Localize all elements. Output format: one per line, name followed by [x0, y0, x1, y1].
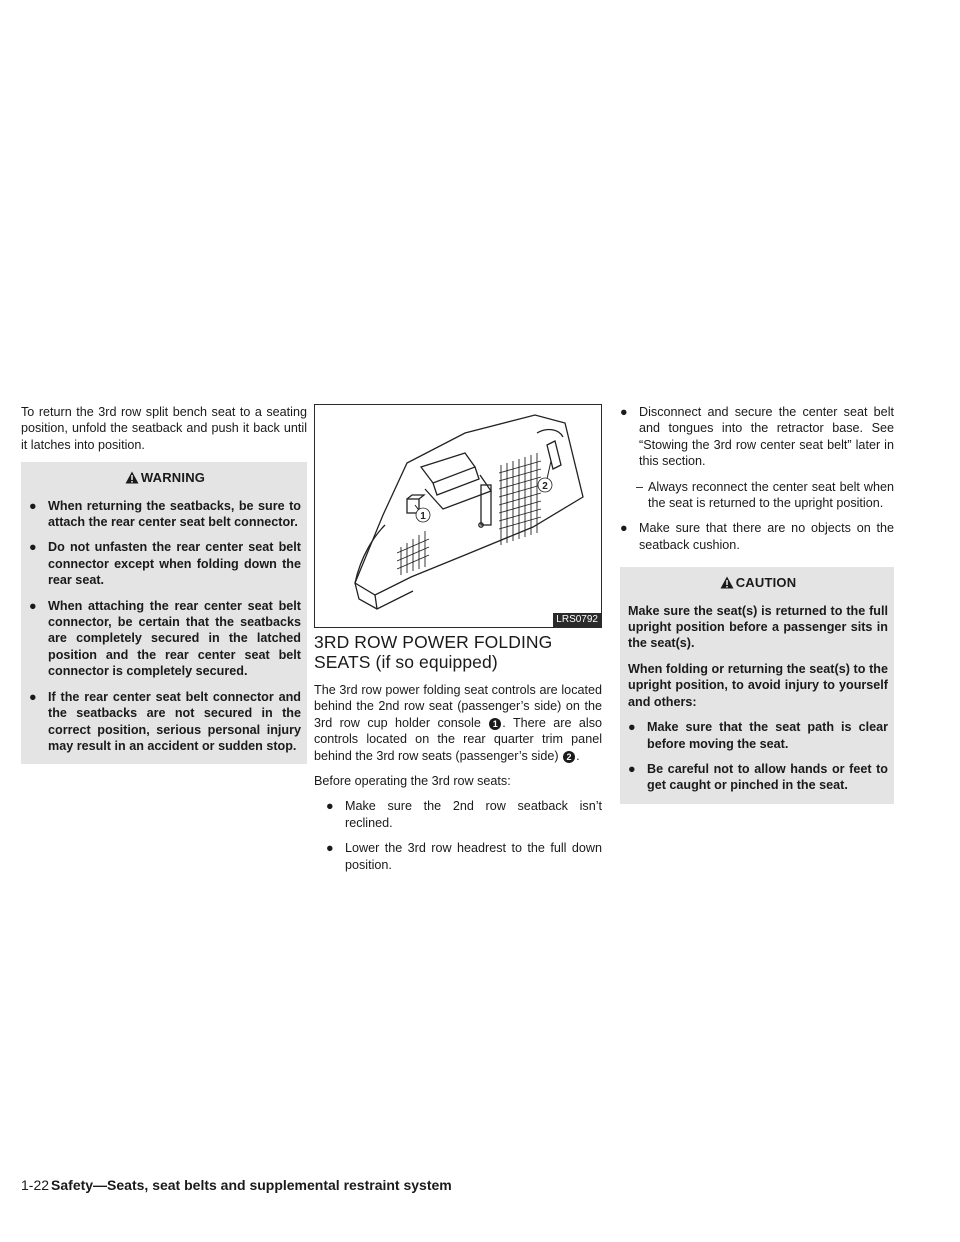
page-number: 1-22: [21, 1177, 50, 1193]
warning-title: [29, 470, 301, 488]
caution-title: [628, 575, 888, 593]
list-item: ● Lower the 3rd row headrest to the full down position.: [326, 841, 602, 872]
warning-title-text: WARNING: [140, 470, 206, 486]
controls-paragraph: The 3rd row power folding seat controls are located behind the 2nd row seat (passenger’s side) on the 3rd row cup holder console 1 . There are also controls located on the rear quarter trim panel behind the 3rd row seats (passenger’s side) 2 .: [314, 683, 603, 763]
sub-list-item: – Always reconnect the center seat belt when the seat is returned to the upright position.: [636, 479, 894, 511]
warning-item: ● If the rear center seat belt connector and the seatbacks are not secured in the correct position, serious personal injury may result in an accident or sudden stop.: [29, 689, 301, 753]
figure-label-1: 1: [420, 511, 426, 522]
marker-1-icon: 1: [489, 718, 501, 730]
bullet-icon: ●: [29, 498, 37, 513]
list-item: ● Disconnect and secure the center seat belt and tongues into the retractor base. See “Stowing the 3rd row center seat belt” later in this section.: [620, 405, 894, 469]
warning-item: ● Do not unfasten the rear center seat belt connector except when folding down the rear seat.: [29, 540, 301, 588]
bullet-icon: ●: [620, 405, 628, 419]
caution-box: [620, 567, 894, 803]
bullet-icon: ●: [326, 799, 334, 814]
intro-paragraph: To return the 3rd row split bench seat to a seating position, unfold the seatback and push it back until it latches into position.: [21, 405, 307, 452]
left-column: [21, 404, 307, 764]
trim-panel-illustration: [314, 404, 602, 628]
bullet-icon: ●: [628, 761, 636, 776]
caution-item: ● Be careful not to allow hands or feet to get caught or pinched in the seat.: [628, 761, 888, 793]
caution-paragraph: Make sure the seat(s) is returned to the full upright position before a passenger sits in the seat(s).: [628, 603, 888, 651]
caution-item: ● Make sure that the seat path is clear before moving the seat.: [628, 720, 888, 751]
figure-label-2: 2: [542, 481, 548, 492]
bullet-icon: ●: [628, 720, 636, 735]
bullet-icon: ●: [29, 540, 37, 555]
warning-item: ● When returning the seatbacks, be sure to attach the rear center seat belt connector.: [29, 498, 301, 530]
bullet-icon: ●: [29, 598, 37, 613]
warning-box: [21, 462, 307, 764]
caution-triangle-icon: [720, 576, 734, 593]
bullet-icon: ●: [326, 841, 334, 856]
warning-item: ● When attaching the rear center seat belt connector, be certain that the seatbacks are completely secured in the latched position and the rear center seat belt connector is completely secured.: [29, 598, 301, 679]
caution-title-text: CAUTION: [735, 575, 797, 591]
page-footer: [21, 1176, 452, 1194]
trim-panel-drawing: [315, 405, 601, 627]
dash-icon: –: [636, 479, 644, 494]
before-operating-paragraph: Before operating the 3rd row seats:: [314, 774, 511, 789]
marker-2-icon: 2: [563, 751, 575, 763]
bullet-icon: ●: [620, 521, 628, 536]
section-heading: 3RD ROW POWER FOLDING SEATS (if so equipped): [314, 632, 553, 672]
section-title: Safety—Seats, seat belts and supplemental restraint system: [51, 1177, 452, 1193]
figure-code: LRS0792: [553, 613, 601, 627]
list-item: ● Make sure that there are no objects on the seatback cushion.: [620, 521, 894, 552]
warning-triangle-icon: [125, 471, 139, 488]
middle-column: [314, 404, 602, 882]
caution-paragraph: When folding or returning the seat(s) to the upright position, to avoid injury to yourself and others:: [628, 661, 888, 709]
bullet-icon: ●: [29, 689, 37, 704]
right-column: [620, 404, 894, 804]
list-item: ● Make sure the 2nd row seatback isn’t reclined.: [326, 799, 602, 830]
